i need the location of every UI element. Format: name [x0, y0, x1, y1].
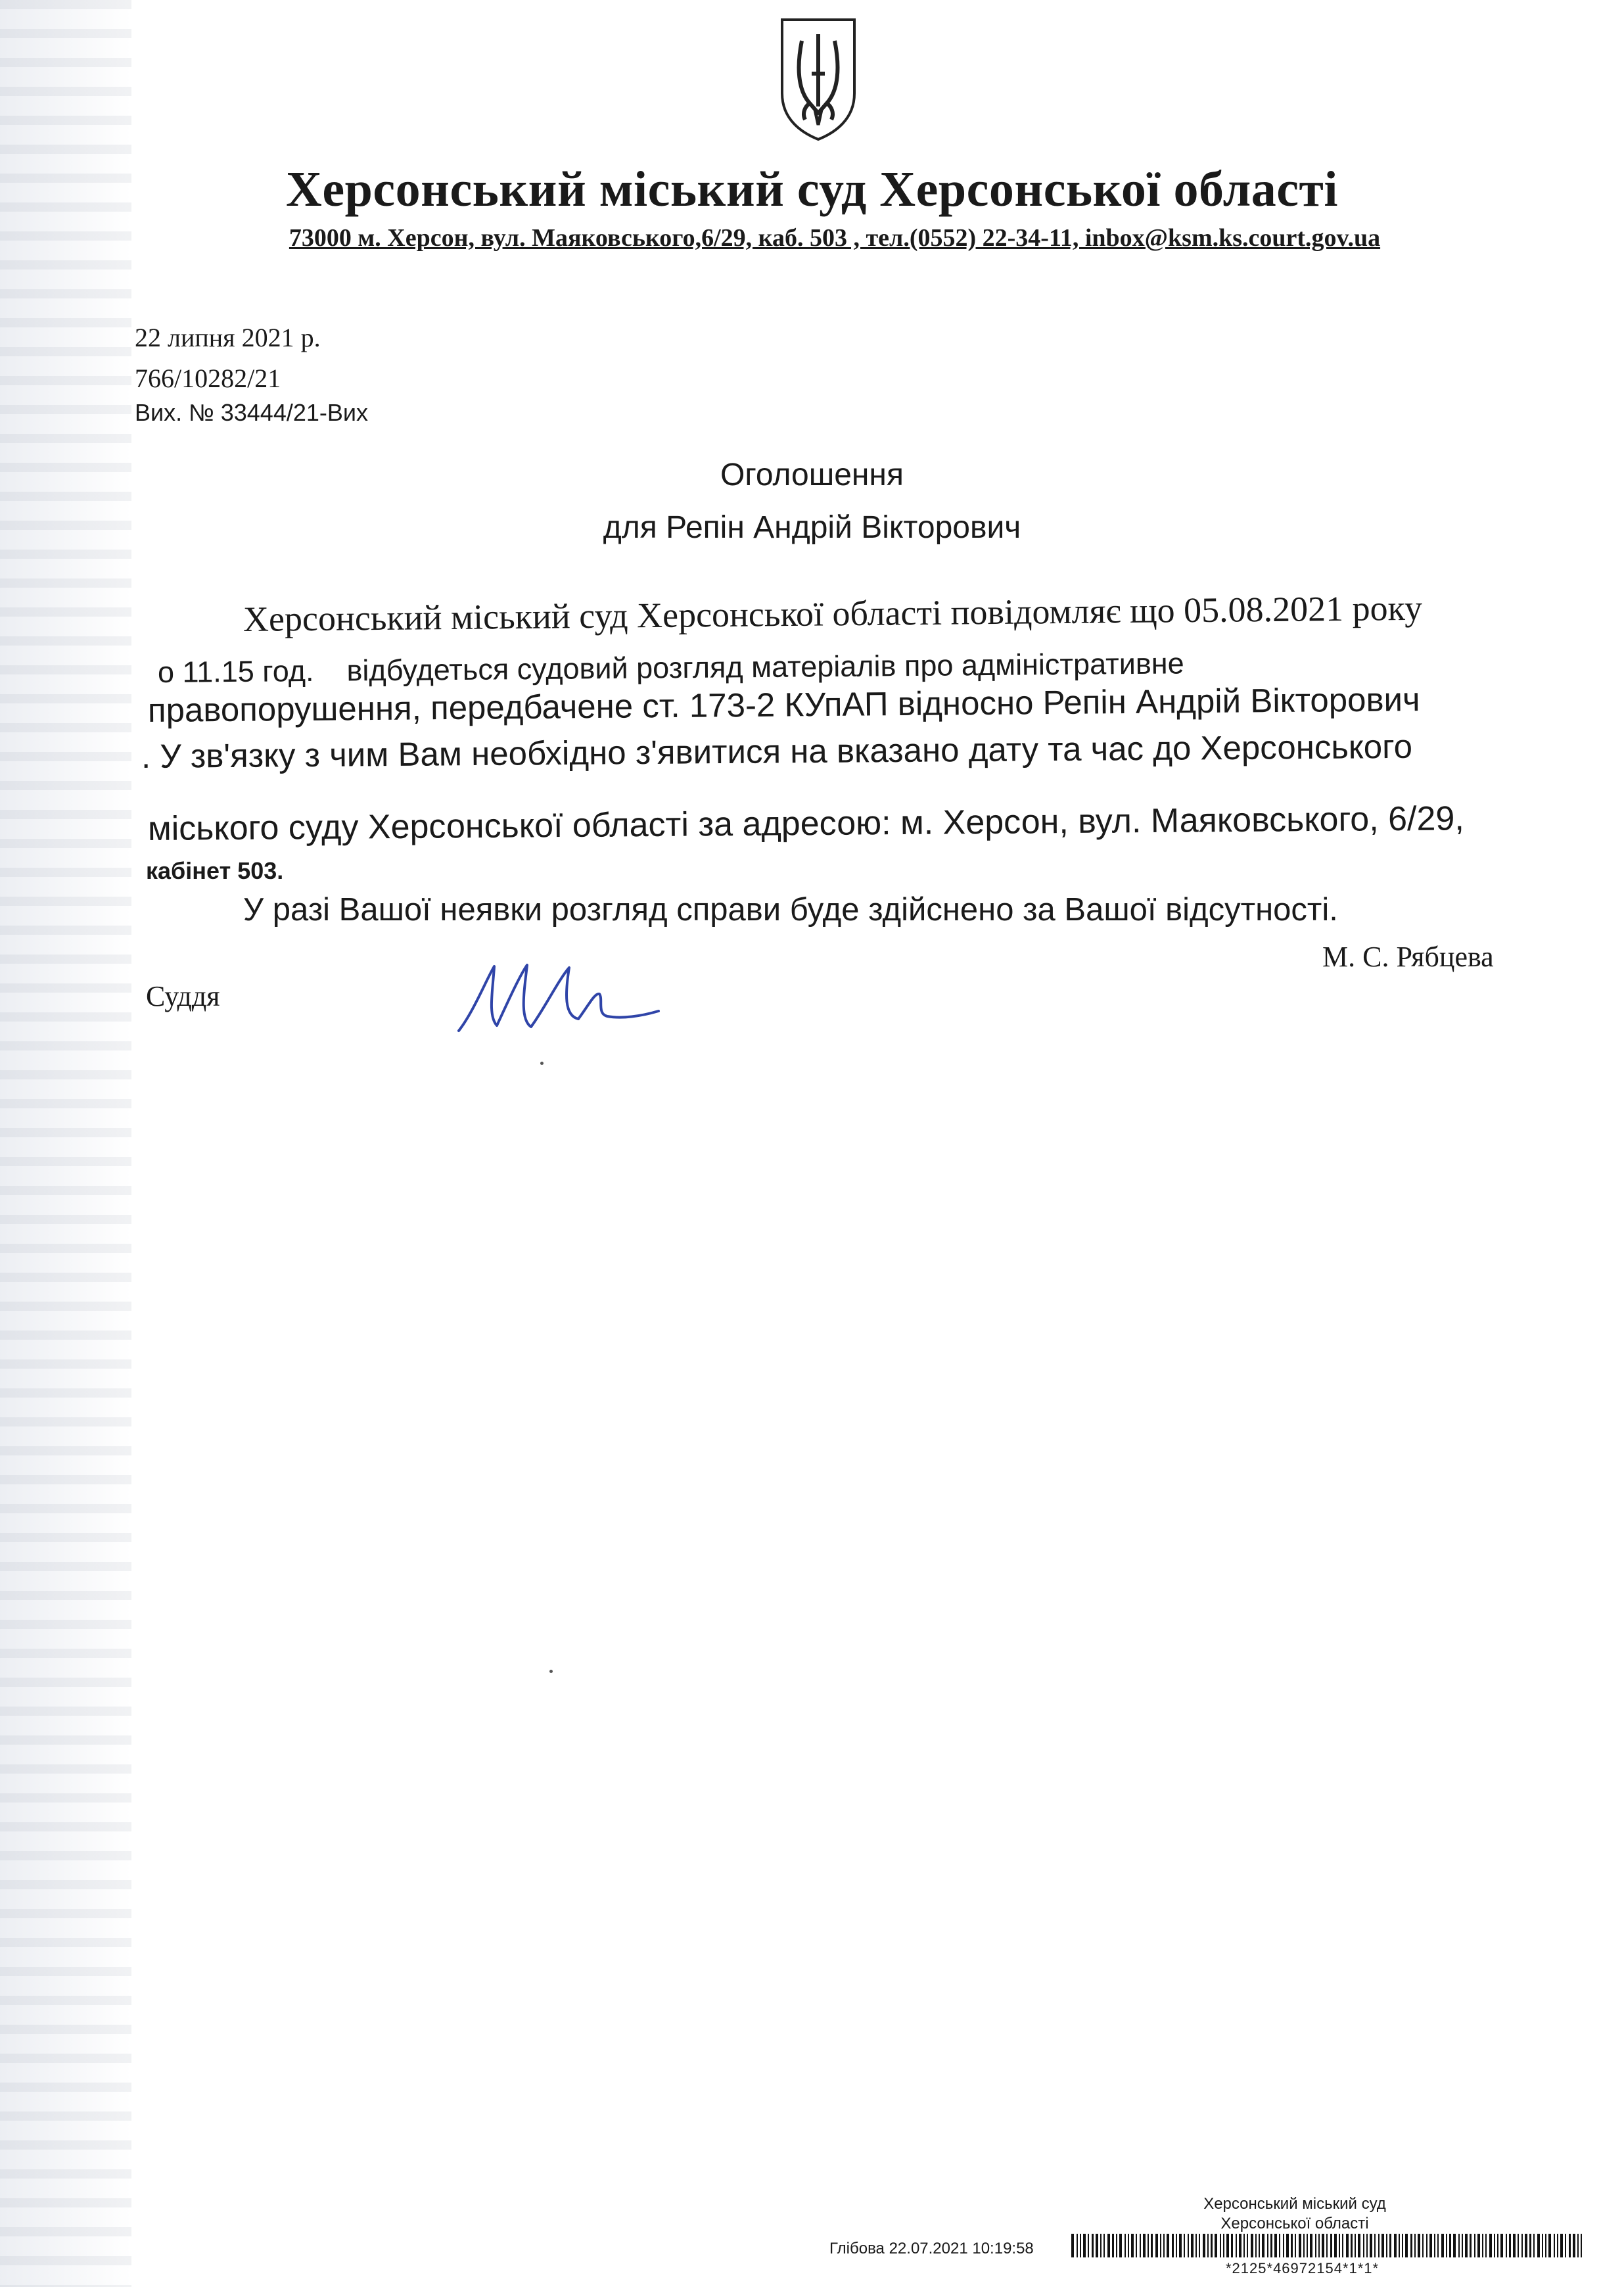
registry-stamp-line-1: Херсонський міський суд: [1203, 2195, 1386, 2213]
barcode-bar: [1119, 2234, 1122, 2257]
barcode-bar: [1092, 2234, 1094, 2257]
body-line-2-text: відбудеться судовий розгляд матеріалів про адміністративне: [346, 646, 1184, 688]
barcode-bar: [1203, 2234, 1205, 2257]
barcode-bar: [1477, 2234, 1480, 2257]
barcode-bar: [1446, 2234, 1447, 2257]
barcode-bar: [1279, 2234, 1280, 2257]
barcode-bar: [1136, 2234, 1137, 2257]
barcode-bar: [1548, 2234, 1551, 2257]
barcode-bar: [1565, 2234, 1566, 2257]
barcode-bar: [1545, 2234, 1546, 2257]
barcode-bar: [1330, 2234, 1332, 2257]
barcode-bar: [1426, 2234, 1427, 2257]
barcode-bar: [1334, 2234, 1337, 2257]
barcode-bar: [1342, 2234, 1343, 2257]
barcode-bar: [1386, 2234, 1387, 2257]
barcode-bar: [1537, 2234, 1540, 2257]
barcode-bar: [1151, 2234, 1153, 2257]
body-line-4: . У зв'язку з чим Вам необхідно з'явитися на вказано дату та час до Херсонського: [141, 727, 1413, 775]
court-name: Херсонський міський суд Херсонської області: [286, 162, 1338, 217]
barcode-bar: [1191, 2234, 1194, 2257]
barcode-bar: [1518, 2234, 1519, 2257]
barcode-bar: [1573, 2234, 1575, 2257]
announcement-heading: Оголошення: [720, 458, 904, 492]
barcode-bar: [1247, 2234, 1248, 2257]
scan-speck: [540, 1062, 544, 1065]
barcode-bar: [1485, 2234, 1487, 2257]
barcode-bar: [1453, 2234, 1456, 2257]
barcode-bar: [1322, 2234, 1324, 2257]
barcode-bar: [1346, 2234, 1349, 2257]
body-line-3: правопорушення, передбачене ст. 173-2 КУпАП відносно Репін Андрій Вікторович: [147, 680, 1420, 729]
barcode-bar: [1231, 2234, 1233, 2257]
announcement-recipient: для Репін Андрій Вікторович: [603, 510, 1021, 545]
barcode-bar: [1295, 2234, 1296, 2257]
barcode-bar: [1211, 2234, 1213, 2257]
body-line-5: міського суду Херсонської області за адресою: м. Херсон, вул. Маяковського, 6/29,: [147, 799, 1464, 848]
barcode-bar: [1223, 2234, 1224, 2257]
scan-speck: [549, 1670, 553, 1673]
barcode-bar: [1326, 2234, 1328, 2257]
barcode-bar: [1274, 2234, 1277, 2257]
barcode-bar: [1148, 2234, 1149, 2257]
barcode-bar: [1405, 2234, 1408, 2257]
barcode-bar: [1458, 2234, 1460, 2257]
barcode-bar: [1497, 2234, 1498, 2257]
barcode-bar: [1509, 2234, 1511, 2257]
barcode-bar: [1557, 2234, 1558, 2257]
barcode-bar: [1366, 2234, 1368, 2257]
barcode-bar: [1160, 2234, 1161, 2257]
judge-label: Суддя: [146, 980, 220, 1012]
barcode-bar: [1243, 2234, 1245, 2257]
barcode-text: *2125*46972154*1*1*: [1226, 2260, 1380, 2276]
barcode-bar: [1207, 2234, 1209, 2257]
barcode-bar: [1286, 2234, 1289, 2257]
barcode-bar: [1414, 2234, 1416, 2257]
barcode-bar: [1184, 2234, 1185, 2257]
barcode-bar: [1363, 2234, 1364, 2257]
barcode-bar: [1529, 2234, 1531, 2257]
barcode-bar: [1581, 2234, 1582, 2257]
barcode-icon: [1071, 2234, 1584, 2257]
barcode-bar: [1140, 2234, 1141, 2257]
barcode-bar: [1083, 2234, 1086, 2257]
barcode-bar: [1465, 2234, 1468, 2257]
barcode-bar: [1410, 2234, 1412, 2257]
barcode-bar: [1462, 2234, 1463, 2257]
barcode-bar: [1449, 2234, 1451, 2257]
barcode-bar: [1291, 2234, 1293, 2257]
barcode-bar: [1167, 2234, 1169, 2257]
barcode-bar: [1188, 2234, 1189, 2257]
barcode-bar: [1226, 2234, 1229, 2257]
barcode-bar: [1381, 2234, 1384, 2257]
barcode-bar: [1220, 2234, 1221, 2257]
barcode-bar: [1071, 2234, 1074, 2257]
operator-info: Глібова 22.07.2021 10:19:58: [829, 2240, 1034, 2257]
barcode-bar: [1131, 2234, 1134, 2257]
barcode-bar: [1482, 2234, 1483, 2257]
barcode-bar: [1358, 2234, 1360, 2257]
barcode-bar: [1318, 2234, 1320, 2257]
barcode-bar: [1470, 2234, 1472, 2257]
barcode-bar: [1155, 2234, 1158, 2257]
barcode-bar: [1351, 2234, 1353, 2257]
barcode-bar: [1303, 2234, 1305, 2257]
barcode-bar: [1112, 2234, 1114, 2257]
registry-stamp: [1176, 2194, 1413, 2234]
barcode-bar: [1577, 2234, 1579, 2257]
judge-name: М. С. Рябцева: [1322, 941, 1494, 973]
barcode-bar: [1283, 2234, 1284, 2257]
barcode-bar: [1542, 2234, 1543, 2257]
barcode-bar: [1521, 2234, 1523, 2257]
scan-edge-artifact: [0, 0, 131, 2287]
handwritten-signature-icon: [453, 953, 664, 1039]
barcode-bar: [1437, 2234, 1439, 2257]
outgoing-number: Вих. № 33444/21-Вих: [135, 399, 369, 426]
barcode-bar: [1195, 2234, 1197, 2257]
barcode-bar: [1569, 2234, 1571, 2257]
barcode-bar: [1310, 2234, 1312, 2257]
case-number: 766/10282/21: [135, 364, 281, 393]
barcode-bar: [1489, 2234, 1492, 2257]
barcode-bar: [1172, 2234, 1174, 2257]
barcode-bar: [1215, 2234, 1217, 2257]
tryzub-coat-of-arms-icon: [776, 14, 861, 143]
barcode-bar: [1107, 2234, 1110, 2257]
barcode-bar: [1143, 2234, 1146, 2257]
barcode-bar: [1128, 2234, 1129, 2257]
barcode-bar: [1262, 2234, 1264, 2257]
hearing-time: о 11.15 год.: [157, 653, 314, 689]
barcode-bar: [1378, 2234, 1380, 2257]
barcode-bar: [1525, 2234, 1527, 2257]
barcode-bar: [1299, 2234, 1301, 2257]
letter-date: 22 липня 2021 р.: [135, 323, 321, 352]
barcode-bar: [1100, 2234, 1102, 2257]
barcode-bar: [1355, 2234, 1356, 2257]
barcode-bar: [1402, 2234, 1403, 2257]
barcode-bar: [1434, 2234, 1435, 2257]
barcode-bar: [1339, 2234, 1340, 2257]
body-line-7: У разі Вашої неявки розгляд справи буде здійснено за Вашої відсутності.: [243, 892, 1338, 928]
barcode-bar: [1270, 2234, 1272, 2257]
barcode-bar: [1088, 2234, 1089, 2257]
barcode-bar: [1506, 2234, 1507, 2257]
barcode-bar: [1267, 2234, 1268, 2257]
barcode-bar: [1554, 2234, 1555, 2257]
barcode-bar: [1399, 2234, 1400, 2257]
barcode-bar: [1370, 2234, 1372, 2257]
barcode-bar: [1239, 2234, 1241, 2257]
barcode-bar: [1236, 2234, 1237, 2257]
barcode-bar: [1199, 2234, 1200, 2257]
barcode-bar: [1080, 2234, 1081, 2257]
barcode-bar: [1255, 2234, 1257, 2257]
barcode-bar: [1394, 2234, 1397, 2257]
court-address: 73000 м. Херсон, вул. Маяковського,6/29, каб. 503 , тел.(0552) 22-34-11, inbox@ksm.ks.court.gov.ua: [289, 224, 1381, 252]
body-line-2: [158, 648, 1184, 687]
body-line-6: кабінет 503.: [146, 857, 284, 884]
barcode-bar: [1176, 2234, 1177, 2257]
barcode-bar: [1494, 2234, 1495, 2257]
barcode-bar: [1251, 2234, 1253, 2257]
barcode-bar: [1125, 2234, 1126, 2257]
barcode-bar: [1179, 2234, 1182, 2257]
barcode-bar: [1163, 2234, 1165, 2257]
barcode-bar: [1441, 2234, 1444, 2257]
barcode-bar: [1374, 2234, 1376, 2257]
barcode-bar: [1307, 2234, 1308, 2257]
registry-stamp-line-2: Херсонської області: [1220, 2215, 1369, 2232]
barcode-bar: [1096, 2234, 1098, 2257]
barcode-bar: [1474, 2234, 1475, 2257]
barcode-bar: [1500, 2234, 1503, 2257]
barcode-bar: [1259, 2234, 1260, 2257]
barcode-bar: [1103, 2234, 1105, 2257]
barcode-bar: [1116, 2234, 1117, 2257]
barcode-bar: [1077, 2234, 1078, 2257]
barcode-bar: [1533, 2234, 1535, 2257]
barcode-bar: [1560, 2234, 1563, 2257]
barcode-bar: [1513, 2234, 1516, 2257]
barcode-bar: [1315, 2234, 1316, 2257]
barcode-bar: [1429, 2234, 1432, 2257]
body-line-1: Херсонський міський суд Херсонської області повідомляє що 05.08.2021 року: [243, 588, 1423, 639]
barcode-bar: [1422, 2234, 1424, 2257]
barcode-bar: [1389, 2234, 1391, 2257]
barcode-bar: [1418, 2234, 1420, 2257]
